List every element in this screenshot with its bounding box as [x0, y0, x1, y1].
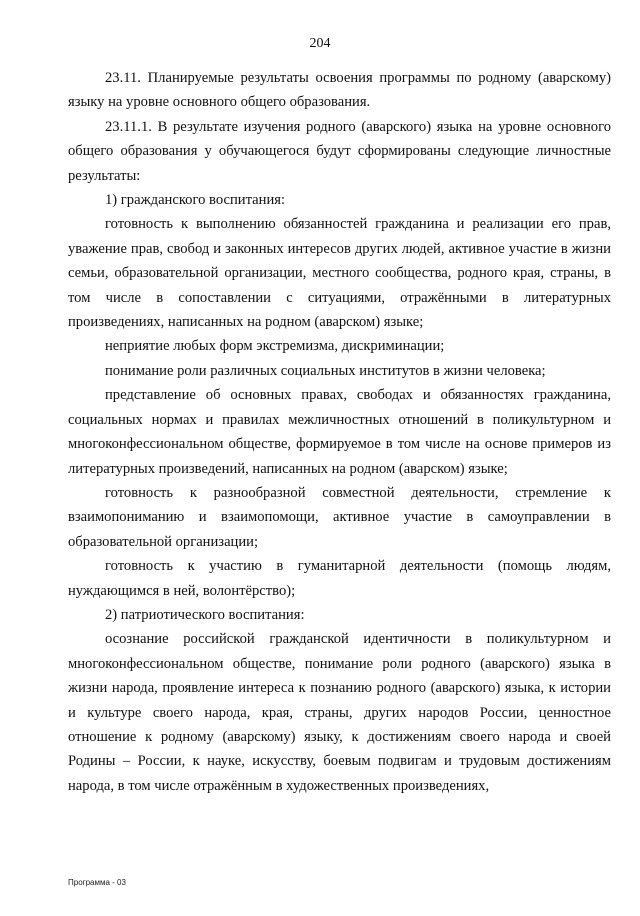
body-paragraph: осознание российской гражданской идентичности в поликультурном и многоконфессиональном обществе, понимание роли родного (аварского) языка в жизни народа, проявление интереса к познанию родного (аварского) языка, к истории и культуре своего народа, края, страны, других народов России, ценностное отношение к родному (аварскому) языку, к достижениям своего народа и своей Родины – России, к науке, искусству, боевым подвигам и трудовым достижениям народа, в том числе отражённым в художественных произведениях, — [68, 631, 611, 794]
document-body — [68, 66, 611, 798]
subheading-civic-education: 1) гражданского воспитания: — [105, 192, 286, 209]
body-paragraph: неприятие любых форм экстремизма, дискриминации; — [105, 338, 445, 355]
body-paragraph: представление об основных правах, свободах и обязанностях гражданина, социальных нормах и правилах межличностных отношений в поликультурном и многоконфессиональном обществе, формируемое в том числе на основе примеров из литературных произведений, написанных на родном (аварском) языке; — [68, 387, 611, 477]
subheading-patriotic-education: 2) патриотического воспитания: — [105, 606, 305, 623]
body-paragraph: готовность к выполнению обязанностей гражданина и реализации его прав, уважение прав, свобод и законных интересов других людей, активное участие в жизни семьи, образовательной организации, местного сообщества, родного края, страны, в том числе в сопоставлении с ситуациями, отражёнными в литературных произведениях, написанных на родном (аварском) языке; — [68, 216, 611, 331]
footer-label: Программа - 03 — [68, 878, 126, 887]
body-paragraph: готовность к участию в гуманитарной деятельности (помощь людям, нуждающимся в ней, волонтёрство); — [68, 558, 611, 599]
section-heading-paragraph: 23.11. Планируемые результаты освоения программы по родному (аварскому) языку на уровне основного общего образования. — [68, 70, 611, 111]
page-number: 204 — [309, 36, 331, 51]
body-paragraph: готовность к разнообразной совместной деятельности, стремление к взаимопониманию и взаимопомощи, активное участие в самоуправлении в образовательной организации; — [68, 484, 611, 550]
body-paragraph: понимание роли различных социальных институтов в жизни человека; — [105, 362, 546, 379]
intro-paragraph: 23.11.1. В результате изучения родного (аварского) языка на уровне основного общего образования у обучающегося будут сформированы следующие личностные результаты: — [68, 118, 611, 184]
